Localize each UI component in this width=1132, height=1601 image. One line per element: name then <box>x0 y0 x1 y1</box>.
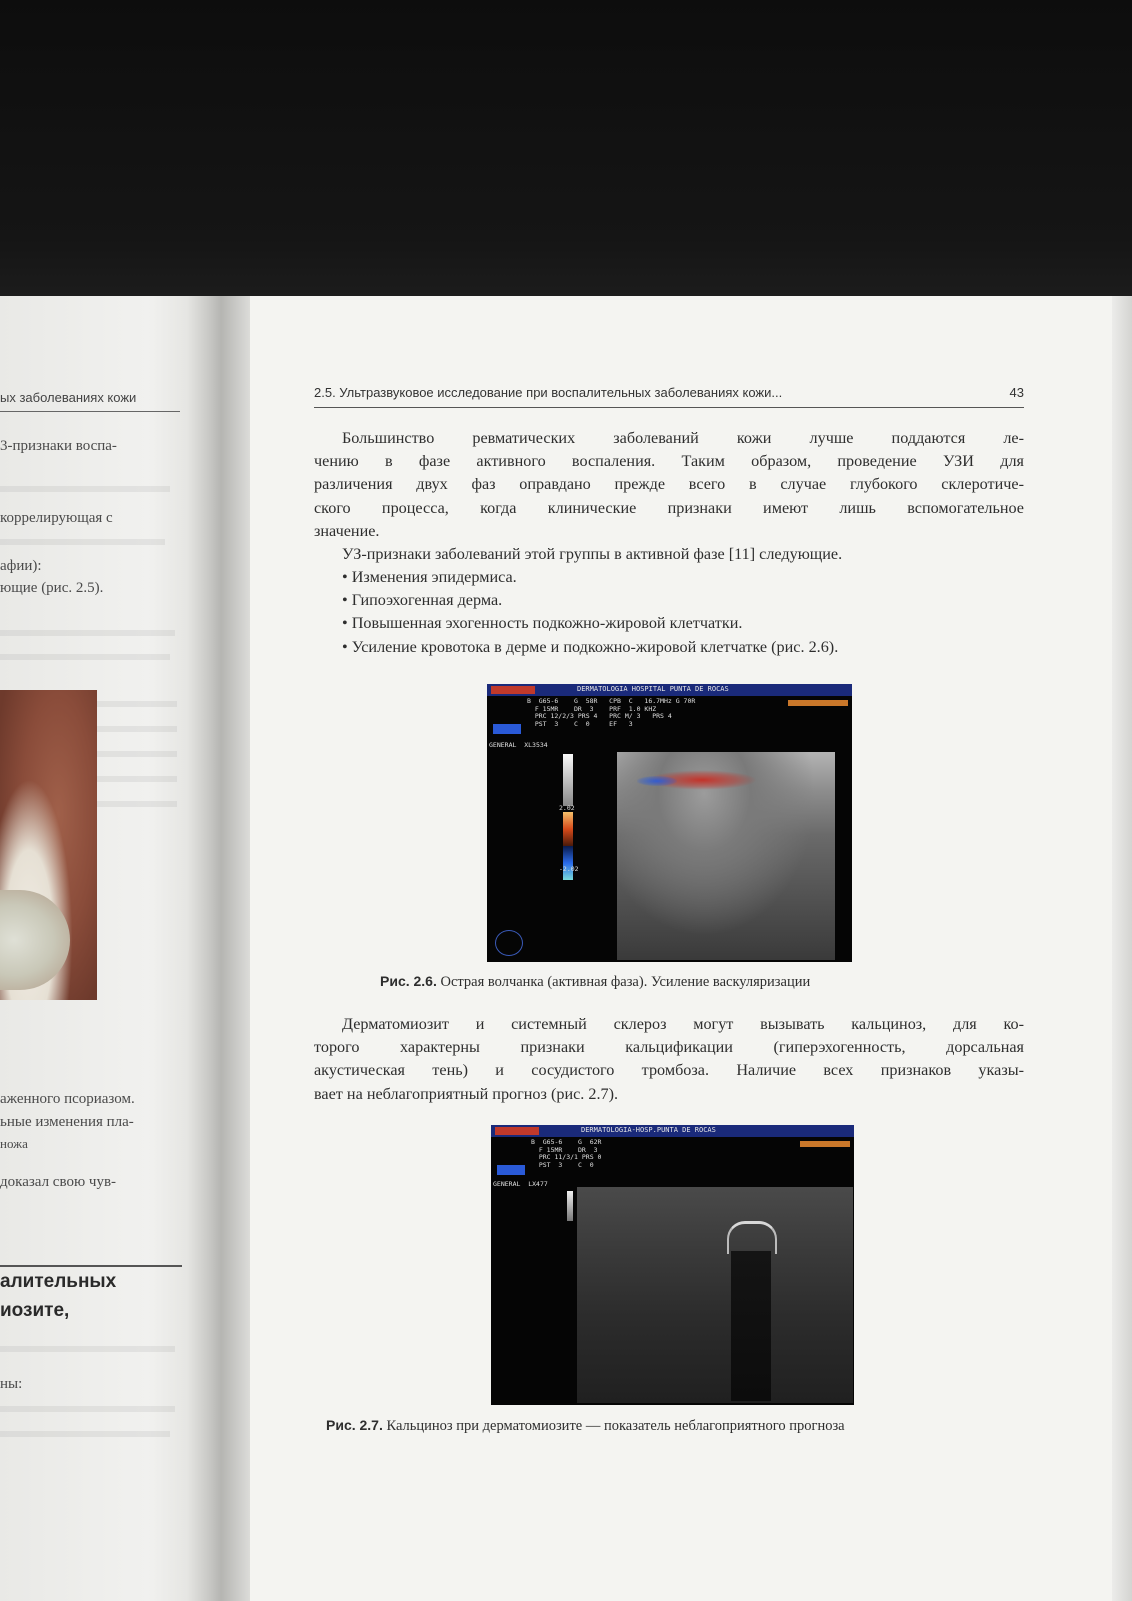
logo-mark <box>495 1127 539 1135</box>
text-line: торого характерны признаки кальцификации (гиперэхогенность, дорсальная <box>314 1038 1024 1057</box>
ultrasound-side-label: GENERAL LX477 <box>493 1180 548 1188</box>
ultrasound-params: B G65-6 G 58R CPB C 16.7MHz G 70R F 15MR DR 3 PRF 1.0 KHZ PRC 12/2/3 PRS 4 PRC M/ 3 PRS 4 PST 3 C 0 EF 3 <box>527 697 696 728</box>
paragraph-2 <box>314 1013 1024 1106</box>
text-line: чению в фазе активного воспаления. Таким образом, проведение УЗИ для <box>314 452 1024 471</box>
faint-text-line <box>97 751 177 757</box>
left-section-heading: алительных <box>0 1271 117 1292</box>
ultrasound-header-text: DERMATOLOGIA HOSPITAL PUNTA DE ROCAS <box>577 685 729 693</box>
list-item: • Гипоэхогенная дерма. <box>342 589 1032 612</box>
acoustic-shadow <box>731 1251 771 1401</box>
faint-text-line <box>0 1346 175 1352</box>
text-line: Дерматомиозит и системный склероз могут вызывать кальциноз, для ко- <box>342 1015 1024 1033</box>
left-text-line: ьные изменения пла- <box>0 1114 134 1130</box>
scale-bottom-label: -2.02 <box>559 865 579 873</box>
left-section-rule <box>0 1265 182 1267</box>
faint-text-line <box>97 726 177 732</box>
left-text-line: 3-признаки воспа- <box>0 438 117 454</box>
faint-text-line <box>97 776 177 782</box>
ultrasound-header <box>487 684 852 696</box>
left-text-line: коррелирующая с <box>0 510 113 526</box>
scan-dark-background <box>0 0 1132 298</box>
orange-marker <box>800 1141 850 1147</box>
book-gutter <box>186 296 250 1601</box>
caption-text: Острая волчанка (активная фаза). Усиление васкуляризации <box>436 974 811 990</box>
caption-label: Рис. 2.6. <box>380 973 437 989</box>
text-line: акустическая тень) и сосудистого тромбоза. Наличие всех признаков указы- <box>314 1061 1024 1080</box>
text-line: различения двух фаз оправдано прежде всего в случае глубокого склеротиче- <box>314 475 1024 494</box>
left-running-head: ых заболеваниях кожи <box>0 390 137 405</box>
running-head <box>314 385 1024 407</box>
figure-caption-2-7 <box>326 1417 845 1435</box>
ultrasound-header-text: DERMATOLOGIA-HOSP.PUNTA DE ROCAS <box>581 1126 716 1134</box>
text-line: значение. <box>314 521 380 540</box>
left-text-line: ны: <box>0 1376 23 1392</box>
nail-photo <box>0 690 97 1000</box>
faint-text-line <box>0 630 175 636</box>
left-text-line: ножа <box>0 1136 28 1151</box>
text-line: Большинство ревматических заболеваний кожи лучше поддаются ле- <box>342 429 1024 447</box>
probe-position-icon <box>495 930 523 956</box>
orange-marker <box>788 700 848 706</box>
text-line: ского процесса, когда клинические признаки имеют лишь вспомогательное <box>314 498 1024 517</box>
calcification-echo <box>727 1221 777 1254</box>
faint-text-line <box>0 1431 170 1437</box>
logo-mark <box>491 686 535 694</box>
left-text-line: аженного псориазом. <box>0 1091 135 1107</box>
page-number: 43 <box>1009 385 1024 400</box>
paragraph-1 <box>314 427 1024 566</box>
faint-text-line <box>0 654 170 660</box>
faint-text-line <box>0 486 170 492</box>
probe-icon <box>497 1165 525 1175</box>
ultrasound-header <box>491 1125 854 1137</box>
doppler-signal-blue <box>637 776 677 786</box>
ultrasound-figure-2-6 <box>487 684 852 962</box>
bullet-list <box>342 566 1032 659</box>
ultrasound-scan <box>577 1187 853 1403</box>
left-text-line: афии): <box>0 558 42 574</box>
caption-text: Кальциноз при дерматомиозите — показатель неблагоприятного прогноза <box>382 1418 845 1434</box>
caption-label: Рис. 2.7. <box>326 1417 383 1433</box>
text-line: вает на неблагоприятный прогноз (рис. 2.7). <box>314 1084 619 1103</box>
ultrasound-params: B G65-6 G 62R F 15MR DR 3 PRC 11/3/1 PRS 0 PST 3 C 0 <box>531 1138 602 1169</box>
grayscale-bar <box>563 754 573 806</box>
ultrasound-figure-2-7 <box>491 1125 854 1405</box>
faint-text-line <box>97 801 177 807</box>
faint-text-line <box>0 1406 175 1412</box>
left-section-heading: иозите, <box>0 1300 70 1321</box>
left-head-rule <box>0 411 180 412</box>
grayscale-bar <box>567 1191 573 1221</box>
list-item: • Усиление кровотока в дерме и подкожно-жировой клетчатке (рис. 2.6). <box>342 636 1032 659</box>
figure-caption-2-6 <box>380 973 810 991</box>
page-edge <box>1112 296 1132 1601</box>
scale-top-label: 2.02 <box>559 804 575 812</box>
list-item: • Повышенная эхогенность подкожно-жировой клетчатки. <box>342 612 1032 635</box>
probe-icon <box>493 724 521 734</box>
doppler-scale-blue <box>563 846 573 880</box>
ultrasound-side-label: GENERAL XL3534 <box>489 741 548 749</box>
faint-text-line <box>97 701 177 707</box>
left-text-line: ющие (рис. 2.5). <box>0 580 104 596</box>
head-rule <box>314 407 1024 408</box>
intro-line: УЗ-признаки заболеваний этой группы в активной фазе [11] следующие. <box>342 545 843 564</box>
running-head-title: 2.5. Ультразвуковое исследование при воспалительных заболеваниях кожи... <box>314 385 783 400</box>
left-text-line: доказал свою чув- <box>0 1174 117 1190</box>
doppler-scale-red <box>563 812 573 846</box>
nail-area <box>0 890 70 990</box>
list-item: • Изменения эпидермиса. <box>342 566 1032 589</box>
faint-text-line <box>0 539 165 545</box>
